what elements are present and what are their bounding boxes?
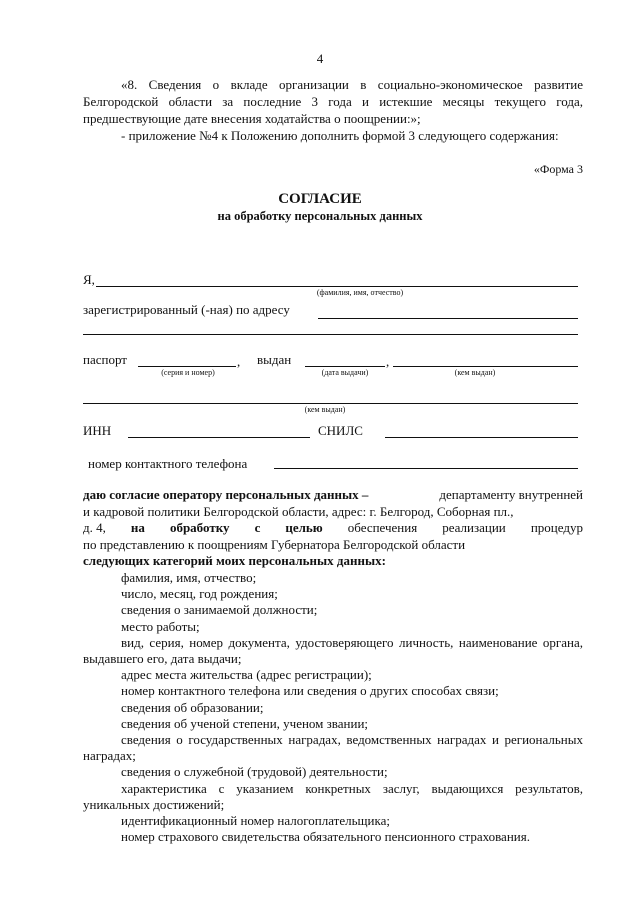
consent-line-3: д. 4, на обработку с целью обеспечения реализации процедур	[83, 520, 583, 535]
consent-line-1: даю согласие оператору персональных данных – департаменту внутренней	[83, 487, 583, 502]
issue-date-field[interactable]	[305, 366, 385, 367]
list-item: место работы;	[121, 618, 200, 634]
list-item: сведения об ученой степени, ученом звании;	[121, 715, 369, 731]
phone-label: номер контактного телефона	[88, 456, 248, 471]
consent-line-4: по представлению к поощрениям Губернатора Белгородской области	[83, 536, 466, 552]
categories-list	[83, 570, 583, 845]
issuer-caption: (кем выдан)	[454, 368, 496, 377]
page-number: 4	[316, 51, 324, 66]
issuer-field[interactable]	[393, 366, 578, 367]
list-item: сведения о занимаемой должности;	[121, 602, 318, 618]
intro-paragraph-2: - приложение №4 к Положению дополнить формой 3 следующего содержания:	[121, 128, 559, 143]
list-item: номер страхового свидетельства обязательного пенсионного страхования.	[121, 829, 530, 845]
form-label: «Форма 3	[533, 162, 583, 176]
inn-field[interactable]	[128, 437, 310, 438]
address-label: зарегистрированный (-ная) по адресу	[83, 302, 290, 317]
address-field-line-2[interactable]	[83, 334, 578, 335]
list-item: адрес места жительства (адрес регистрации);	[121, 667, 372, 683]
fio-field[interactable]	[96, 286, 578, 287]
list-item: число, месяц, год рождения;	[121, 586, 278, 602]
list-item: вид, серия, номер документа, удостоверяющего личность, наименование органа, выдавшего его, дата выдачи;	[83, 634, 583, 667]
intro-paragraph-1: «8. Сведения о вкладе организации в социально-экономическое развитие Белгородской области за последние 3 года и истекшие месяцы текущего года, предшествующие дате внесения ходатайства о поощрении:»;	[83, 77, 583, 126]
list-item: сведения об образовании;	[121, 699, 264, 715]
i-label: Я,	[83, 272, 95, 287]
inn-label: ИНН	[83, 423, 112, 438]
consent-bold-start: даю согласие оператору персональных данных –	[83, 487, 369, 502]
consent-paragraph	[83, 487, 583, 570]
series-caption: (серия и номер)	[161, 368, 215, 377]
consent-line-2: и кадровой политики Белгородской области, адрес: г. Белгород, Соборная пл.,	[83, 503, 514, 519]
snils-field[interactable]	[385, 437, 578, 438]
list-item: сведения о служебной (трудовой) деятельности;	[121, 764, 388, 780]
passport-series-field[interactable]	[138, 366, 236, 367]
passport-label: паспорт	[83, 352, 127, 367]
snils-label: СНИЛС	[318, 423, 363, 438]
list-item: сведения о государственных наградах, ведомственных наградах и региональных наградах;	[83, 732, 583, 764]
document-subtitle: на обработку персональных данных	[217, 209, 423, 223]
phone-field[interactable]	[274, 468, 578, 469]
issuer-field-line-2[interactable]	[83, 403, 578, 404]
list-item: характеристика с указанием конкретных заслуг, выдающихся результатов, уникальных достижений;	[83, 780, 583, 812]
list-item: фамилия, имя, отчество;	[121, 570, 257, 585]
list-item: идентификационный номер налогоплательщика;	[121, 813, 390, 829]
date-caption: (дата выдачи)	[321, 368, 369, 377]
consent-line-5: следующих категорий моих персональных данных:	[83, 553, 386, 568]
list-item: номер контактного телефона или сведения о других способах связи;	[121, 683, 499, 699]
address-field[interactable]	[318, 318, 578, 319]
fio-caption: (фамилия, имя, отчество)	[316, 288, 404, 297]
issued-label: выдан	[257, 352, 292, 367]
issuer-caption-2: (кем выдан)	[304, 405, 346, 414]
document-title: СОГЛАСИЕ	[278, 191, 362, 207]
